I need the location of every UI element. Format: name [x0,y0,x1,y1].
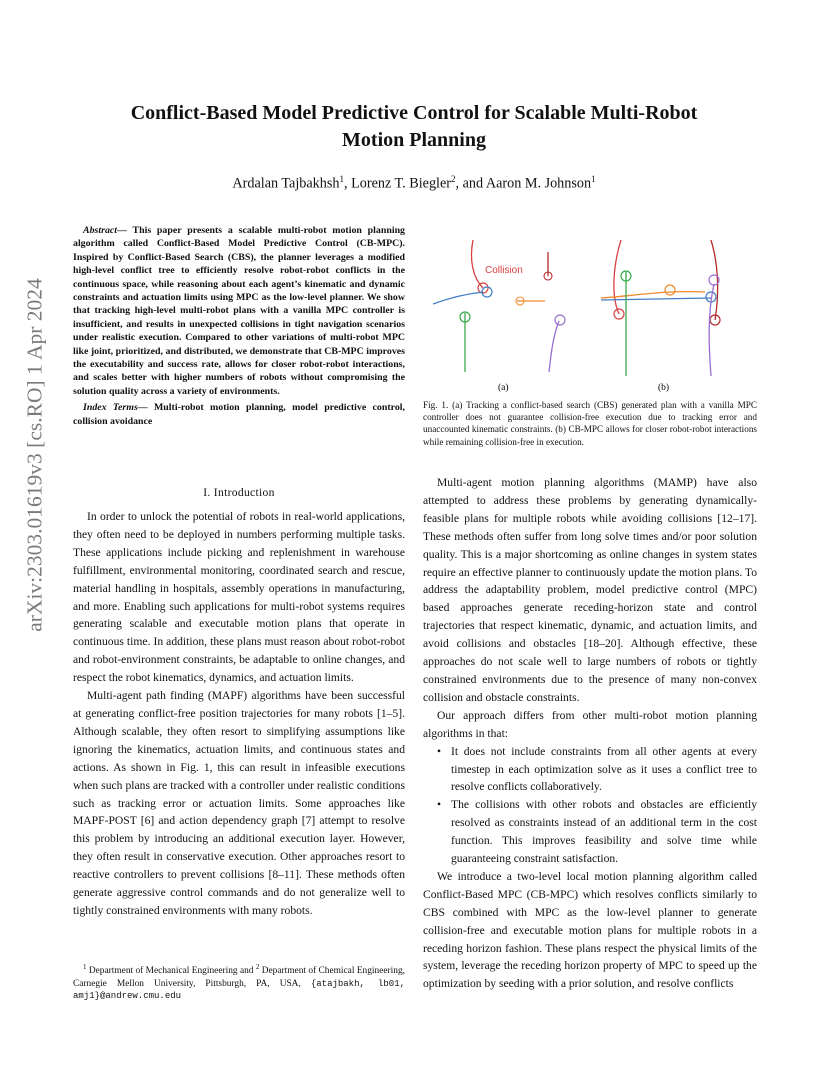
panel-b [601,240,720,393]
contribution-list [423,743,757,868]
right-column-body [423,474,757,993]
subfigure-label-b: (b) [658,383,670,393]
left-column-body [73,508,405,920]
title-line-1: Conflict-Based Model Predictive Control for Scalable Multi-Robot [130,102,698,124]
footnote-text-2: Department of Chemical Engineering, Carnegie Mellon University, Pittsburgh, PA, USA, [73,966,405,989]
orange-trajectory-b [601,292,705,298]
red-trajectory-a [471,240,483,288]
footnote-sup-2: 2 [255,963,260,971]
paragraph-approach: Our approach differs from other multi-robot motion planning algorithms in that: [423,708,757,740]
dark-red-trajectory-b [711,240,718,320]
arxiv-sidebar [20,230,50,680]
footnote-sup-1: 1 [83,963,87,971]
paper-title [60,100,768,154]
paragraph-cbmpc: We introduce a two-level local motion planning algorithm called Conflict-Based MPC (CB-MPC) which resolves conflicts similarly to CBS combined with MPC as the low-level planner to generate collision-free and executable motion plans for multiple robots in a receding horizon fashion. These plans respect the physical limits of the system, leverage the receding horizon property of MPC to speed up the optimization by seeding with a prior solution, and resolve conflicts [423,869,757,991]
paragraph-intro-1: In order to unlock the potential of robots in real-world applications, they often need to be deployed in numbers performing multiple tasks. These applications include picking and replenishment in warehouse fulfillment, environmental monitoring, coordinated search and rescue, material handling in hospitals, assembly operations in manufacturing, and more. Enabling such applications for multi-robot systems requires generating scalable and executable motion plans that operate in continuous time. In addition, these plans must reason about robot-robot and robot-environment constraints, be adaptable to online changes, and respect the robot kinematics, dynamics, and actuation limits. [73,510,405,685]
paragraph-mamp: Multi-agent motion planning algorithms (MAMP) have also attempted to address these problems by generating dynamically-feasible plans for multiple robots while avoiding collisions [12–17]. These methods often suffer from long solve times and/or poor solution quality. This is a major shortcoming as online changes in system states require an effective planner to continuously update the motion plans. To address the adaptability problem, model predictive control (MPC) based approaches generate receding-horizon state and control trajectories that respect kinematic, dynamic, and actuation limits, and avoid collisions and obstacles [18–20]. Although effective, these approaches do not scale well to large numbers of robots or tightly constrained environments due to the presence of many non-convex collision and obstacle constraints. [423,476,757,704]
abstract [73,224,405,428]
index-terms-label: Index Terms [83,402,138,414]
blue-robot-a [482,287,492,297]
subfigure-label-a: (a) [498,383,509,393]
author-3-affil: 1 [591,174,596,184]
blue-trajectory-a [433,292,483,304]
index-terms-text: — Multi-robot motion planning, model predictive control, collision avoidance [73,402,406,427]
purple-robot-a [555,315,565,325]
figure-1-caption: Fig. 1. (a) Tracking a conflict-based search (CBS) generated plan with a vanilla MPC controller does not guarantee collision-free execution due to tracking error and unaccounted kinematic constraints. (b) CB-MPC allows for closer robot-robot interactions while remaining collision-free in execution. [423,400,757,447]
footnote-text-1: Department of Mechanical Engineering and [86,966,256,977]
list-item: • It does not include constraints from all other agents at every timestep in each optimization solve as it uses a conflict tree to resolve conflicts collaboratively. [451,743,757,797]
author-2: , Lorenz T. Biegler [343,175,452,192]
author-1-affil: 1 [339,174,344,184]
purple-trajectory-a [549,321,559,372]
author-3: , and Aaron M. Johnson [455,175,592,192]
footnote-affiliations [73,961,405,1002]
arxiv-identifier: arXiv:2303.01619v3 [cs.RO] 1 Apr 2024 [22,278,47,632]
red-trajectory-b [614,240,621,314]
abstract-label: Abstract [83,225,118,236]
paragraph-intro-2: Multi-agent path finding (MAPF) algorithms have been successful at generating conflict-free position trajectories for many robots [1–5]. Although scalable, they often resort to simplifying assumptions like ignoring the kinematics, actuation limits, and continuous states and actions. As shown in Fig. 1, this can result in infeasible executions when such plans are tracked with a controller under realistic conditions such as tracking error or actuation limits. Some approaches like MAPF-POST [6] and action dependency graph [7] attempt to resolve this problem by introducing an additional execution layer. However, they often result in conservative execution. Other approaches resort to reactive controllers to prevent collisions [8–11]. These methods often generate aggressive control commands and do not generalize well to tightly constrained environments with many robots. [73,689,405,917]
abstract-paragraph [73,224,405,398]
panel-a [433,240,565,393]
author-2-affil: 2 [451,174,456,184]
figure-1 [425,226,757,398]
title-line-2: Motion Planning [342,129,486,151]
footnote-emails: {atajbakh, lb01, amj1}@andrew.cmu.edu [73,978,406,1001]
abstract-text: — This paper presents a scalable multi-robot motion planning algorithm called Conflict-Based Model Predictive Control (CB-MPC). Inspired by Conflict-Based Search (CBS), the planner leverages a modified high-level conflict tree to efficiently resolve robot-robot conflicts in the continuous space, while reasoning about each agent’s kinematic and dynamic constraints and actuation limits using MPC as the low-level planner. We show that tracking high-level multi-robot plans with a vanilla MPC controller is insufficient, and results in unexpected collisions in tight navigation scenarios under realistic execution. Compared to other variations of multi-robot MPC like joint, prioritized, and distributed, we demonstrate that CB-MPC improves the executability and success rate, allows for closer robot-robot interactions, and scales better with higher numbers of robots without compromising the solution quality across a variety of environments. [73,225,405,397]
author-list [60,174,768,193]
section-heading-introduction: I. Introduction [203,486,275,499]
collision-label: Collision [485,265,523,276]
figure-1-graphic [425,226,757,398]
author-1: Ardalan Tajbakhsh [232,175,340,192]
list-item: • The collisions with other robots and obstacles are efficiently resolved as constraints instead of an additional term in the cost function. This improves feasibility and solve time while guaranteeing constraint satisfaction. [451,796,757,868]
blue-trajectory-b [601,298,711,300]
orange-robot-b [665,285,675,295]
index-terms [73,401,405,428]
